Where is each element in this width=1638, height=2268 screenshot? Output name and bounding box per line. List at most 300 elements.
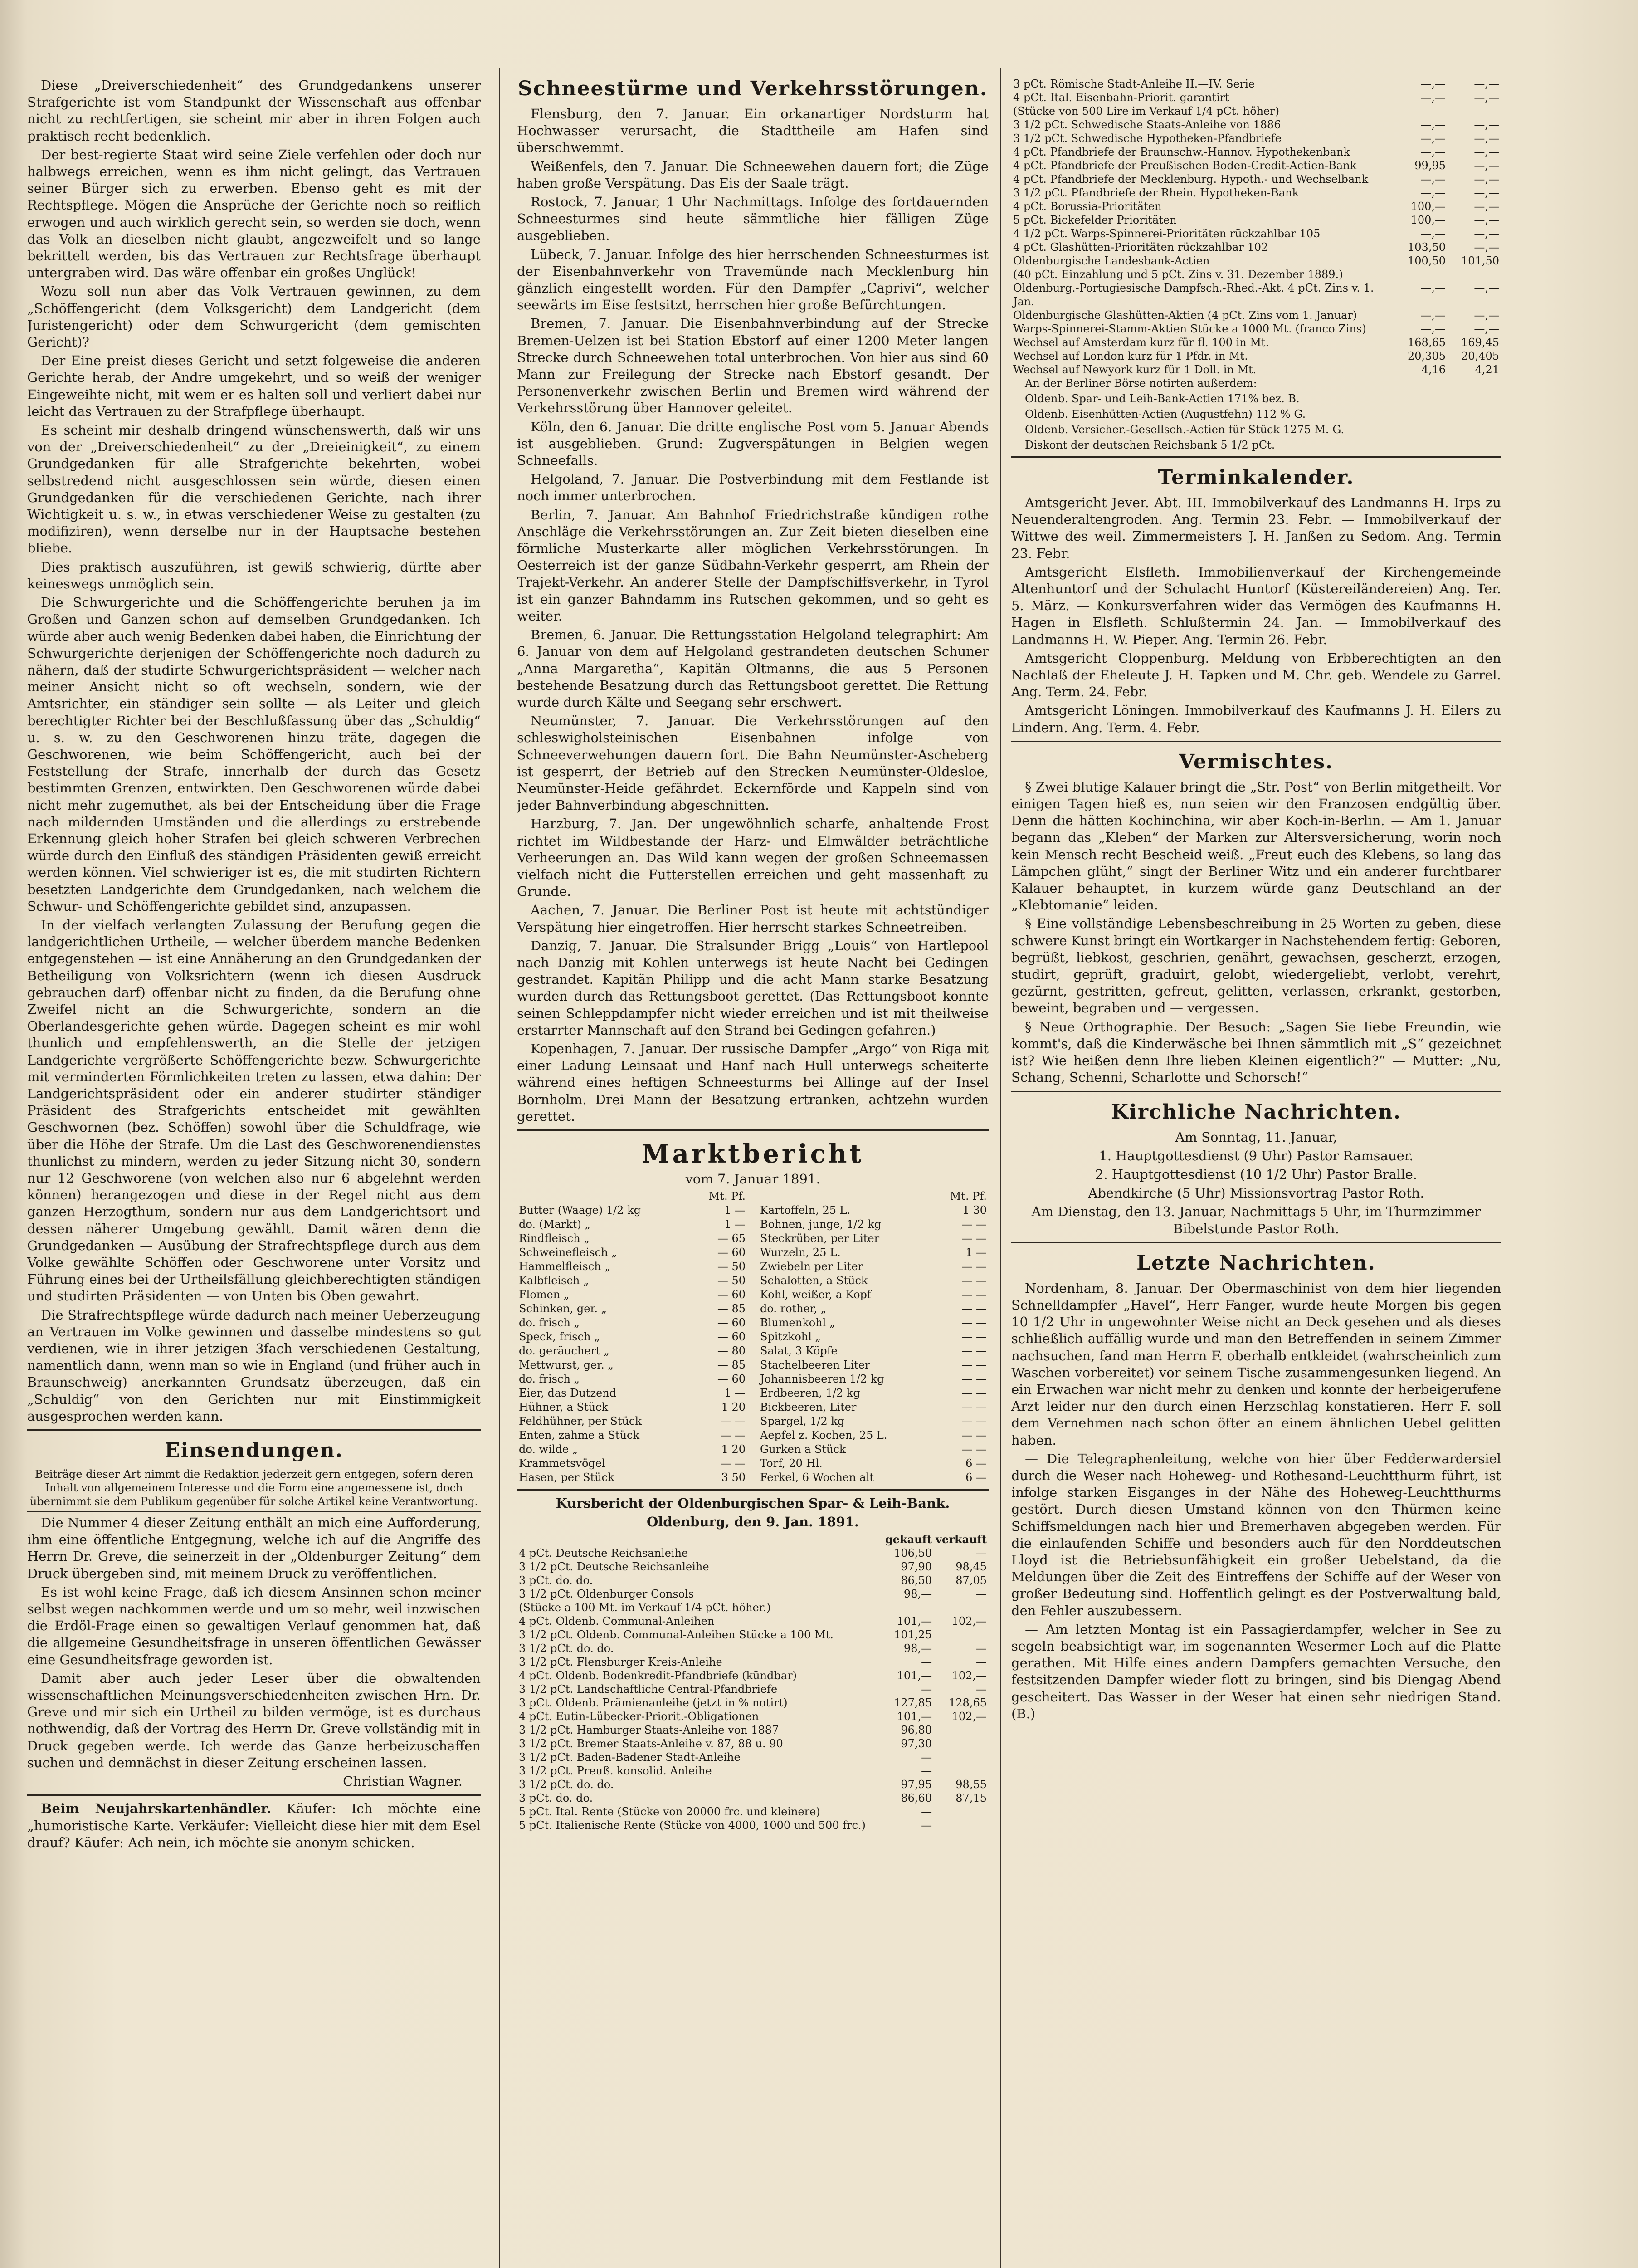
markt-row	[758, 1260, 989, 1274]
kurs-row-label: 4 pCt. Deutsche Reichsanleihe	[519, 1546, 688, 1559]
kurs-row-value: —	[976, 1642, 987, 1655]
storm-report: Harzburg, 7. Jan. Der ungewöhnlich scharfe, anhaltende Frost richtet im Wildbestande der Harz- und Elmwälder beträchtliche Verheerungen an. Das Wild kann wegen der großen Schneemassen vielfach nicht die Futterstellen erreichen und geht massenhaft zu Grunde.	[517, 816, 989, 899]
markt-row-value: — 60	[717, 1246, 746, 1259]
markt-row-value: 1 20	[721, 1443, 746, 1456]
markt-row	[758, 1414, 989, 1428]
kurs-row	[517, 1560, 989, 1574]
markt-row-label: Stachelbeeren Liter	[760, 1359, 870, 1372]
kurs-row-value: 101,—	[897, 1710, 932, 1723]
storm-report: Helgoland, 7. Januar. Die Postverbindung mit dem Festlande ist noch immer unterbrochen.	[517, 471, 989, 504]
markt-row-label: Eier, das Dutzend	[519, 1387, 617, 1400]
kurs-row-label: Oldenburgische Glashütten-Aktien (4 pCt. Zins vom 1. Januar)	[1013, 309, 1357, 322]
kurs-row-label: 3 1/2 pCt. Hamburger Staats-Anleihe von 1887	[519, 1723, 779, 1736]
kurs-row-value: —,—	[1420, 173, 1446, 186]
kurs-row	[517, 1574, 989, 1587]
kurs-row-value: —,—	[1474, 214, 1499, 226]
kurs-row-label: 4 pCt. Ital. Eisenbahn-Priorit. garantirt	[1013, 91, 1229, 104]
markt-row-value: 1 —	[965, 1246, 987, 1259]
markt-date: vom 7. Januar 1891.	[685, 1171, 820, 1187]
section-divider	[517, 1129, 989, 1131]
markt-row-label: Schweinefleisch „	[519, 1246, 617, 1259]
kurs-row	[1011, 268, 1501, 281]
einsendungen-paragraph: Die Nummer 4 dieser Zeitung enthält an mich eine Aufforderung, ihm eine öffentliche Entgegnung, welche ich auf die Angriffe des Herrn Dr. Greve, die seinerzeit in der „Oldenburger Zeitung“ dem Druck übergeben sind, mit meinem Druck zu veröffentlichen.	[27, 1515, 481, 1581]
markt-row-label: do. geräuchert „	[519, 1344, 609, 1358]
markt-row	[517, 1344, 747, 1358]
markt-row	[517, 1274, 747, 1288]
markt-row-value: — —	[720, 1415, 746, 1428]
kurs-row-label: 5 pCt. Ital. Rente (Stücke von 20000 frc. und kleinere)	[519, 1805, 820, 1818]
kurs-row-label: 5 pCt. Italienische Rente (Stücke von 4000, 1000 und 500 frc.)	[519, 1818, 866, 1832]
markt-row-label: Torf, 20 Hl.	[760, 1457, 823, 1470]
markt-row	[758, 1457, 989, 1471]
markt-row-value: — —	[961, 1274, 987, 1287]
kurs-row	[517, 1669, 989, 1682]
markt-row-label: Butter (Waage) 1/2 kg	[519, 1204, 641, 1217]
kurs-row-value: 86,60	[901, 1791, 932, 1804]
markt-row	[758, 1274, 989, 1288]
kurs-row-value	[934, 1750, 989, 1764]
kurs-row-value: —,—	[1420, 78, 1446, 90]
markt-row-label: Spitzkohl „	[760, 1330, 821, 1344]
markt-row-value: — —	[961, 1359, 987, 1372]
markt-table-right	[758, 1189, 989, 1485]
markt-row-value: — —	[961, 1316, 987, 1330]
kurs-note: Oldenb. Versicher.-Gesellsch.-Actien für Stück 1275 M. G.	[1025, 423, 1345, 436]
kurs-row-value	[934, 1764, 989, 1778]
kurs-row-value: —,—	[1474, 323, 1499, 335]
essay-paragraph: Der best-regierte Staat wird seine Ziele verfehlen oder doch nur halbwegs erreichen, wenn es ihm nicht gelingt, das Vertrauen seiner Bürger sich zu erwerben. Ebenso geht es mit der Rechtspflege. Mögen die Ansprüche der Gerichte noch so reiflich erwogen und auch wirklich gerecht sein, so werden sie doch, wenn das Volk an dieselben nicht glaubt, angezweifelt und so lange bekrittelt werden, bis das Vertrauen zur Rechtsfrage überhaupt untergraben wird. Das wäre offenbar ein großes Unglück!	[27, 147, 481, 281]
markt-row-value: — —	[720, 1429, 746, 1442]
kurs-row-label: Wechsel auf Newyork kurz für 1 Doll. in Mt.	[1013, 363, 1257, 376]
kurs-row	[517, 1750, 989, 1764]
kurs-row	[517, 1655, 989, 1669]
kurs-row-value: 87,05	[955, 1574, 987, 1587]
kurs-row-label: 4 pCt. Glashütten-Prioritäten rückzahlbar 102	[1013, 241, 1268, 254]
markt-row	[517, 1232, 747, 1246]
kurs-row	[1011, 159, 1501, 172]
kurs-row	[1011, 200, 1501, 213]
markt-row	[517, 1457, 747, 1471]
markt-row-label: Ferkel, 6 Wochen alt	[760, 1471, 874, 1484]
kurs-row-label: 4 pCt. Oldenb. Bodenkredit-Pfandbriefe (kündbar)	[519, 1669, 797, 1682]
kurs-row	[1011, 104, 1501, 118]
kurs-row-value: 97,30	[901, 1737, 932, 1750]
kurs-row-value	[1448, 104, 1501, 118]
termin-heading: Terminkalender.	[1158, 466, 1355, 489]
markt-row	[517, 1203, 747, 1217]
section-divider	[1011, 456, 1501, 458]
termin-entry: Amtsgericht Cloppenburg. Meldung von Erbberechtigten an den Nachlaß der Eheleute J. H. Tapken und M. Chr. geb. Wendele zu Garrel. Ang. Term. 24. Febr.	[1011, 650, 1501, 700]
storm-report: Neumünster, 7. Januar. Die Verkehrsstörungen auf den schleswigholsteinischen Eisenbahnen infolge von Schneeverwehungen dauern fort. Die Bahn Neumünster-Ascheberg ist gesperrt, der Betrieb auf den Strecken Neumünster-Oldesloe, Neumünster-Heide gefährdet. Eckernförde und Kappeln sind von jeder Bahnverbindung abgeschnitten.	[517, 713, 989, 813]
kurs-row-value: 127,85	[894, 1696, 932, 1709]
markt-row-label: Enten, zahme a Stück	[519, 1429, 640, 1442]
kurs-row-value: —	[976, 1655, 987, 1668]
kurs-notes	[1011, 376, 1501, 452]
markt-row	[758, 1428, 989, 1442]
markt-unit-header: Mt. Pf.	[708, 1190, 746, 1203]
markt-row-label: Wurzeln, 25 L.	[760, 1246, 841, 1259]
kurs-row	[517, 1696, 989, 1710]
kurs-row-label: 4 pCt. Eutin-Lübecker-Priorit.-Obligationen	[519, 1710, 759, 1723]
markt-row	[517, 1442, 747, 1457]
kurs-row-value: 98,—	[903, 1587, 932, 1600]
kurs-row	[517, 1642, 989, 1655]
markt-row-label: Aepfel z. Kochen, 25 L.	[760, 1429, 887, 1442]
storm-report: Kopenhagen, 7. Januar. Der russische Dampfer „Argo“ von Riga mit einer Ladung Leinsaat und Hanf nach Hull unterwegs scheiterte während eines heftigen Schneesturms bei Allinge auf der Insel Bornholm. Drei Mann der Besatzung ertranken, achtzehn wurden gerettet.	[517, 1041, 989, 1124]
markt-row-value: — —	[961, 1260, 987, 1273]
markt-row-label: Hasen, per Stück	[519, 1471, 614, 1484]
markt-row	[758, 1232, 989, 1246]
kurs-row-value: 128,65	[949, 1696, 987, 1709]
kurs-row-label: 3 pCt. Römische Stadt-Anleihe II.—IV. Serie	[1013, 78, 1255, 90]
markt-row-value: 3 50	[721, 1471, 746, 1484]
kurs-row-label: (40 pCt. Einzahlung und 5 pCt. Zins v. 31. Dezember 1889.)	[1013, 268, 1343, 281]
kurs-row-label: 3 1/2 pCt. Schwedische Staats-Anleihe von 1886	[1013, 118, 1281, 131]
section-divider	[27, 1429, 481, 1431]
kurs-row-value: 102,—	[951, 1710, 987, 1723]
markt-row	[517, 1302, 747, 1316]
markt-row	[517, 1288, 747, 1302]
essay-paragraph: Der Eine preist dieses Gericht und setzt folgeweise die anderen Gerichte herab, der Andre umgekehrt, und so weiß der weniger Eingeweihte nicht, mit wem er es halten soll und verliert dabei nur leicht das Vertrauen zu der Strafpflege überhaupt.	[27, 353, 481, 419]
markt-row-value: — 85	[717, 1359, 746, 1372]
einsendungen-heading: Einsendungen.	[165, 1439, 343, 1462]
neujahr-text: Käufer: Ich möchte eine „humoristische Karte. Verkäufer: Vielleicht diese hier mit dem Esel drauf? Käufer: Ach nein, ich möchte sie anonym schicken.	[27, 1801, 481, 1850]
kurs-note: Oldenb. Spar- und Leih-Bank-Actien 171% bez. B.	[1025, 392, 1300, 405]
markt-row	[517, 1414, 747, 1428]
section-divider	[1011, 741, 1501, 742]
kurs-row-label: (Stücke von 500 Lire im Verkauf 1/4 pCt. höher)	[1013, 105, 1280, 117]
kurs-table-continued	[1011, 77, 1501, 376]
kurs-row-value	[1394, 104, 1448, 118]
left-margin-fragments	[0, 118, 13, 1751]
kurs-row	[517, 1778, 989, 1791]
markt-row	[517, 1217, 747, 1232]
letzte-item: — Am letzten Montag ist ein Passagierdampfer, welcher in See zu segeln beabsichtigt war, im sogenannten Wesermer Loch auf die Platte gerathen. Mit Hilfe eines andern Dampfers gemachten Versuche, den festsitzenden Dampfer wieder flott zu bringen, sind bis Diengag Abend gescheitert. Das Wasser in der Weser hat einen sehr niedrigen Stand. (B.)	[1011, 1621, 1501, 1721]
kurs-table	[517, 1533, 989, 1832]
markt-row	[517, 1330, 747, 1344]
storm-report: Danzig, 7. Januar. Die Stralsunder Brigg „Louis“ von Hartlepool nach Danzig mit Kohlen unterwegs ist heute Nacht bei Gedingen gestrandet. Kapitän Philipp und die acht Mann starke Besatzung wurden durch das Rettungsboot gerettet. (Das Rettungsboot konnte seinen Schleppdampfer nicht wieder erreichen und ist mit theilweise erstarrter Mannschaft auf den Strand bei Gedingen gefahren.)	[517, 938, 989, 1038]
kurs-row-value	[880, 1601, 934, 1614]
signature: Christian Wagner.	[343, 1774, 463, 1789]
storm-reports	[517, 106, 989, 1125]
essay-paragraph: Wozu soll nun aber das Volk Vertrauen gewinnen, zu dem „Schöffengericht (dem Volksgericht) dem Landgericht (dem Juristengericht) oder dem Schwurgericht (dem gemischten Gericht)?	[27, 284, 481, 350]
kurs-row-value: —,—	[1420, 227, 1446, 240]
kurs-row-value: —,—	[1474, 227, 1499, 240]
markt-row-value: — —	[720, 1457, 746, 1470]
storm-report: Weißenfels, den 7. Januar. Die Schneewehen dauern fort; die Züge haben große Verspätung. Das Eis der Saale trägt.	[517, 158, 989, 191]
kurs-row-value: 101,—	[897, 1614, 932, 1628]
markt-row-value: — —	[961, 1344, 987, 1358]
kurs-row	[517, 1791, 989, 1805]
markt-row-label: Rindfleisch „	[519, 1232, 590, 1245]
kurs-row	[1011, 91, 1501, 104]
markt-row	[758, 1400, 989, 1414]
markt-row	[758, 1358, 989, 1372]
kurs-row-value: —,—	[1420, 91, 1446, 104]
markt-row-label: Kohl, weißer, a Kopf	[760, 1288, 871, 1301]
kurs-row-value: 101,25	[894, 1628, 932, 1641]
markt-row	[517, 1316, 747, 1330]
markt-row-value: 1 20	[721, 1401, 746, 1414]
kurs-row-label: 3 pCt. do. do.	[519, 1791, 593, 1804]
kurs-row-value: 100,—	[1410, 200, 1446, 213]
kurs-row-label: 4 1/2 pCt. Warps-Spinnerei-Prioritäten rückzahlbar 105	[1013, 227, 1321, 240]
kurs-row	[1011, 132, 1501, 145]
kurs-heading: Kursbericht der Oldenburgischen Spar- & Leih-Bank.	[556, 1496, 950, 1511]
kurs-row-label: (Stücke a 100 Mt. im Verkauf 1/4 pCt. höher.)	[519, 1601, 771, 1614]
kurs-col-gekauft: gekauft	[885, 1532, 932, 1546]
kurs-row	[1011, 349, 1501, 363]
markt-row-label: Speck, frisch „	[519, 1330, 600, 1344]
markt-row-label: Mettwurst, ger. „	[519, 1359, 614, 1372]
kurs-row-value: 87,15	[955, 1791, 987, 1804]
kurs-row-value: —,—	[1420, 309, 1446, 322]
markt-row-label: Schinken, ger. „	[519, 1302, 607, 1315]
kurs-row-value	[934, 1601, 989, 1614]
kurs-row	[1011, 322, 1501, 336]
kurs-row-label: Oldenburg.-Portugiesische Dampfsch.-Rhed.-Akt. 4 pCt. Zins v. 1. Jan.	[1013, 282, 1374, 308]
kurs-row-value: —	[976, 1682, 987, 1696]
markt-row	[758, 1246, 989, 1260]
markt-row-value: — —	[961, 1443, 987, 1456]
markt-row-label: Hammelfleisch „	[519, 1260, 610, 1273]
kurs-place-date: Oldenburg, den 9. Jan. 1891.	[646, 1514, 859, 1530]
essay-body	[27, 77, 481, 1425]
kurs-row-value: —,—	[1474, 118, 1499, 131]
kurs-row-value: —,—	[1420, 282, 1446, 294]
kurs-row	[1011, 145, 1501, 159]
kurs-row-value: 100,50	[1408, 254, 1446, 267]
kurs-row	[1011, 186, 1501, 200]
kurs-row-value: —,—	[1420, 118, 1446, 131]
markt-row-value: — 50	[717, 1260, 746, 1273]
essay-paragraph: In der vielfach verlangten Zulassung der Berufung gegen die landgerichtlichen Urtheile, — welcher überdem manche Bedenken entgegenstehen — ist eine Annäherung an den Grundgedanken der Betheiligung von Volksrichtern (wenn ich diesen Ausdruck gebrauchen darf) offenbar nicht zu finden, da die Berufung ohne Zweifel nicht an die Schwurgerichte, sondern an die Oberlandesgerichte gehen würde. Dagegen scheint es mir wohl thunlich und empfehlenswerth, an die Stelle der jetzigen Landgerichte vergrößerte Schöffengerichte bezw. Schwurgerichte mit verminderten Förmlichkeiten treten zu lassen, etwa dahin: Der Landgerichtspräsident oder ein anderer studirter ständiger Präsident des Strafgerichts entscheidet mit gewählten Geschwornen (bez. Schöffen) sowohl über die Schuldfrage, wie über die Höhe der Strafe. Um die Last des Geschworenendienstes thunlichst zu mindern, werden zu jeder Sitzung nicht 30, sondern nur 12 Geschworene (von welchen also nur 6 abgelehnt werden können) herangezogen und diese in der Regel nicht aus dem ganzen Herzogthum, sondern nur aus dem Landgerichtsort und dessen näherer Umgebung gewählt. Damit wären denn die Grundgedanken — Ausübung der Strafrechtspflege durch aus dem Volke gewählte Schöffen oder Geschworene unter Vorsitz und Führung eines bei der Urtheilsfällung gleichberechtigten ständigen und studirten Präsidenten — von Unten bis Oben gewahrt.	[27, 917, 481, 1304]
vermischtes-item: § Neue Orthographie. Der Besuch: „Sagen Sie liebe Freundin, wie kommt's, daß die Kinderwäsche bei Ihnen sämmtlich mit „S“ gezeichnet ist? Wie heißen denn Ihre lieben Kleinen eigentlich?“ — Mutter: „Nu, Schang, Schenni, Scharlotte und Schorsch!“	[1011, 1019, 1501, 1085]
kurs-row	[517, 1710, 989, 1723]
essay-paragraph: Diese „Dreiverschiedenheit“ des Grundgedankens unserer Strafgerichte ist vom Standpunkt der Wissenschaft aus offenbar nicht zu rechtfertigen, sie scheint mir aber in ihren Folgen auch praktisch recht bedenklich.	[27, 78, 481, 144]
markt-row-label: Feldhühner, per Stück	[519, 1415, 642, 1428]
markt-row-label: Johannisbeeren 1/2 kg	[760, 1373, 884, 1386]
markt-row	[758, 1316, 989, 1330]
kurs-row	[1011, 254, 1501, 268]
termin-entry: Amtsgericht Elsfleth. Immobilienverkauf der Kirchengemeinde Altenhuntorf und der Schulacht Huntorf (Küstereiländereien) Ang. Ter. 5. März. — Konkursverfahren wider das Vermögen des Kaufmanns H. Hagen in Elsfleth. Schlußtermin 24. Jan. — Immobilverkauf des Landmanns H. W. Pieper. Ang. Termin 26. Febr.	[1011, 564, 1501, 647]
markt-row-value: — —	[961, 1429, 987, 1442]
markt-row-label: do. (Markt) „	[519, 1218, 590, 1231]
markt-row	[758, 1372, 989, 1386]
kurs-row-value: —,—	[1474, 241, 1499, 254]
kurs-row-value: 98,45	[955, 1560, 987, 1573]
kurs-row-value: —,—	[1474, 78, 1499, 90]
kirchliche-line: Am Sonntag, 11. Januar,	[1175, 1129, 1337, 1145]
vermischtes-item: § Zwei blutige Kalauer bringt die „Str. Post“ von Berlin mitgetheilt. Vor einigen Tagen hieß es, nun seien wir den Franzosen endgültig über. Denn die hätten Kochinchina, wir aber Koch-in-Berlin. — Am 1. Januar begann das „Kleben“ der Marken zur Altersversicherung, worin noch kein Mensch recht Bescheid weiß. „Freut euch des Klebens, so lang das Lämpchen glüht,“ singt der Berliner Witz und ein anderer furchtbarer Kalauer behauptet, in kurzem würde ganz Deutschland an der „Klebtomanie“ leiden.	[1011, 779, 1501, 913]
kurs-note: Diskont der deutschen Reichsbank 5 1/2 pCt.	[1025, 439, 1275, 451]
column-3	[1011, 77, 1501, 2268]
kurs-row-value: —,—	[1474, 159, 1499, 172]
kurs-row-value: —	[921, 1682, 932, 1696]
einsendungen-disclaimer: Beiträge dieser Art nimmt die Redaktion jederzeit gern entgegen, sofern deren Inhalt von allgemeinem Interesse und die Form eine angemessene ist, doch übernimmt sie dem Publikum gegenüber für solche Artikel keine Verantwortung.	[29, 1468, 478, 1508]
markt-row-label: do. frisch „	[519, 1373, 580, 1386]
kurs-row-label: 3 1/2 pCt. Schwedische Hypotheken-Pfandbriefe	[1013, 132, 1282, 145]
markt-row	[758, 1217, 989, 1232]
kurs-row-value: 20,405	[1461, 350, 1499, 362]
einsendungen-body	[27, 1515, 481, 1771]
termin-body	[1011, 494, 1501, 736]
kurs-row-label: 3 1/2 pCt. do. do.	[519, 1778, 614, 1791]
kurs-row-value	[1394, 268, 1448, 281]
markt-table-left	[517, 1189, 747, 1485]
kurs-row-label: 3 1/2 pCt. Bremer Staats-Anleihe v. 87, 88 u. 90	[519, 1737, 783, 1750]
markt-row	[517, 1471, 747, 1485]
kurs-row-label: Oldenburgische Landesbank-Actien	[1013, 254, 1210, 267]
kurs-row-value	[934, 1805, 989, 1818]
storm-report: Lübeck, 7. Januar. Infolge des hier herrschenden Schneesturmes ist der Eisenbahnverkehr von Travemünde nach Mecklenburg hin gänzlich eingestellt worden. Für den Dampfer „Caprivi“, welcher seewärts im Eise festsitzt, herrschen hier große Befürchtungen.	[517, 246, 989, 313]
markt-row	[758, 1203, 989, 1217]
markt-row	[517, 1400, 747, 1414]
kurs-row-value: —,—	[1420, 146, 1446, 158]
kirchliche-heading: Kirchliche Nachrichten.	[1111, 1100, 1402, 1124]
termin-entry: Amtsgericht Jever. Abt. III. Immobilverkauf des Landmanns H. Irps zu Neuenderaltengroden. Ang. Termin 23. Febr. — Immobilverkauf der Wittwe des weil. Zimmermeisters J. H. Janßen zu Sedom. Ang. Termin 23. Febr.	[1011, 495, 1501, 561]
kurs-row-label: 4 pCt. Pfandbriefe der Braunschw.-Hannov. Hypothekenbank	[1013, 146, 1350, 158]
kurs-row-value: —,—	[1474, 146, 1499, 158]
markt-row	[517, 1386, 747, 1400]
kurs-row-value: 169,45	[1461, 336, 1499, 349]
markt-row	[517, 1372, 747, 1386]
essay-paragraph: Die Schwurgerichte und die Schöffengerichte beruhen ja im Großen und Ganzen schon auf demselben Grundgedanken. Ich würde aber auch wenig Bedenken dabei haben, die Einrichtung der Schwurgerichte derjenigen der Schöffengerichte noch dadurch zu nähern, daß der studirte Schwurgerichtspräsident — welcher nach meiner Ansicht nicht so oft wechseln, sondern, wie der Amtsrichter, ein ständiger sein sollte — als Leiter und gleich berechtigter Richter bei der Beschlußfassung über das „Schuldig“ u. s. w. zu den Geschworenen hinzu träte, dagegen die Geschworenen, wie beim Schöffengericht, auch bei der Feststellung der Strafe, innerhalb der durch das Gesetz bestimmten Grenzen, entwirkten. Den Geschworenen würde dabei nicht mehr zugemuthet, als bei der Entscheidung über die Frage nach mildernden Umständen und die allerdings zu erstrebende Erkennung gleich hoher Strafen bei gleich schweren Verbrechen würde durch den Einfluß des ständigen Präsidenten gewiß erreicht werden können. Viel schwieriger ist es, die mit studirten Richtern besetzten Landgerichte dem Grundgedanken, nach welchem die Schwur- und Schöffengerichte gebildet sind, anzupassen.	[27, 595, 481, 914]
kurs-row-label: 4 pCt. Pfandbriefe der Preußischen Boden-Credit-Actien-Bank	[1013, 159, 1357, 172]
markt-row-label: Krammetsvögel	[519, 1457, 605, 1470]
markt-row	[517, 1428, 747, 1442]
storm-report: Bremen, 7. Januar. Die Eisenbahnverbindung auf der Strecke Bremen-Uelzen ist bei Station Ebstorf auf einer 1200 Meter langen Strecke durch Schneewehen total unterbrochen. Von hier aus sind 60 Mann zur Freilegung der Strecke nach Ebstorf gesandt. Der Personenverkehr zwischen Berlin und Bremen wird während der Verkehrsstörung über Hannover geleitet.	[517, 316, 989, 416]
markt-row-label: Erdbeeren, 1/2 kg	[760, 1387, 860, 1400]
markt-row-value: 1 —	[724, 1218, 746, 1231]
storm-report: Flensburg, den 7. Januar. Ein orkanartiger Nordsturm hat Hochwasser verursacht, die Stadttheile am Hafen sind überschwemmt.	[517, 106, 989, 156]
kurs-row-label: Wechsel auf Amsterdam kurz für fl. 100 in Mt.	[1013, 336, 1269, 349]
markt-row-value: — —	[961, 1218, 987, 1231]
markt-row-value: — —	[961, 1415, 987, 1428]
kurs-row	[517, 1805, 989, 1818]
kurs-row-label: 3 1/2 pCt. Oldenb. Communal-Anleihen Stücke a 100 Mt.	[519, 1628, 834, 1641]
markt-row	[758, 1302, 989, 1316]
markt-row-label: do. rother, „	[760, 1302, 827, 1315]
kurs-row-value: —,—	[1474, 132, 1499, 145]
markt-row-value: — 60	[717, 1316, 746, 1330]
markt-row	[758, 1288, 989, 1302]
kurs-row	[517, 1682, 989, 1696]
markt-row-value: — —	[961, 1373, 987, 1386]
kurs-row-label: 3 1/2 pCt. Flensburger Kreis-Anleihe	[519, 1655, 722, 1668]
kurs-row	[1011, 240, 1501, 254]
markt-row-label: Steckrüben, per Liter	[760, 1232, 880, 1245]
markt-row-value: — 60	[717, 1373, 746, 1386]
kurs-row	[1011, 172, 1501, 186]
kurs-row-value: 20,305	[1408, 350, 1446, 362]
markt-row-value: — 60	[717, 1330, 746, 1344]
vermischtes-item: § Eine vollständige Lebensbeschreibung in 25 Worten zu geben, diese schwere Kunst bringt ein Wortkarger in Nachstehendem fertig: Geboren, begrüßt, liebkost, geschrien, genährt, gewachsen, gescherzt, erzogen, studirt, geprüft, graduirt, gelobt, wiedergeliebt, verlobt, verehrt, gezürnt, gestritten, gefreut, gelitten, verlassen, erkrankt, gestorben, beweint, begraben und — vergessen.	[1011, 916, 1501, 1016]
kurs-col-verkauft: verkauft	[936, 1532, 987, 1546]
kurs-row	[517, 1587, 989, 1601]
kurs-row-value	[934, 1628, 989, 1642]
kurs-row-label: 3 1/2 pCt. Baden-Badener Stadt-Anleihe	[519, 1750, 741, 1764]
kurs-row-value: 101,50	[1461, 254, 1499, 267]
column-1	[27, 77, 481, 2268]
kurs-note: An der Berliner Börse notirten außerdem:	[1025, 377, 1257, 390]
section-divider	[1011, 1091, 1501, 1092]
kurs-row	[517, 1737, 989, 1750]
markt-row-label: do. wilde „	[519, 1443, 578, 1456]
markt-row	[758, 1471, 989, 1485]
kurs-row	[517, 1601, 989, 1614]
essay-paragraph: Dies praktisch auszuführen, ist gewiß schwierig, dürfte aber keineswegs unmöglich sein.	[27, 559, 481, 591]
markt-row	[517, 1246, 747, 1260]
kurs-row-label: 3 1/2 pCt. Oldenburger Consols	[519, 1587, 694, 1600]
markt-heading: Marktbericht	[641, 1139, 864, 1169]
kurs-row-value: 102,—	[951, 1614, 987, 1628]
kurs-row-value: 97,95	[901, 1778, 932, 1791]
kurs-row-value: 4,16	[1421, 363, 1446, 376]
kurs-row-value: 101,—	[897, 1669, 932, 1682]
kurs-row-value: 106,50	[894, 1546, 932, 1559]
kurs-row-label: 4 pCt. Borussia-Prioritäten	[1013, 200, 1162, 213]
markt-row-label: Schalotten, a Stück	[760, 1274, 868, 1287]
kurs-row-label: Warps-Spinnerei-Stamm-Aktien Stücke a 1000 Mt. (franco Zins)	[1013, 323, 1366, 335]
kurs-row	[1011, 308, 1501, 322]
kurs-row-value	[1448, 268, 1501, 281]
kurs-row-label: 3 1/2 pCt. do. do.	[519, 1642, 614, 1655]
kurs-row	[517, 1764, 989, 1778]
kurs-row-value: 4,21	[1475, 363, 1499, 376]
kurs-row-value: —	[976, 1546, 987, 1559]
neujahr-title: Beim Neujahrskartenhändler.	[41, 1801, 271, 1817]
markt-unit-header: Mt. Pf.	[950, 1190, 987, 1203]
markt-row-label: Hühner, a Stück	[519, 1401, 609, 1414]
kurs-row-value: —,—	[1420, 186, 1446, 199]
kurs-row-value	[934, 1723, 989, 1737]
markt-row	[758, 1344, 989, 1358]
kurs-row	[1011, 227, 1501, 240]
kurs-row-value: —	[921, 1750, 932, 1764]
markt-row-value: 1 30	[962, 1204, 987, 1217]
markt-row-label: Blumenkohl „	[760, 1316, 835, 1330]
markt-row-value: — —	[961, 1401, 987, 1414]
neujahr-anecdote	[27, 1800, 481, 1851]
kurs-row-label: 3 1/2 pCt. Pfandbriefe der Rhein. Hypotheken-Bank	[1013, 186, 1299, 199]
termin-entry: Amtsgericht Löningen. Immobilverkauf des Kaufmanns J. H. Eilers zu Lindern. Ang. Term. 4. Febr.	[1011, 703, 1501, 735]
kurs-row-value: —,—	[1474, 282, 1499, 294]
kurs-row-value: —	[921, 1805, 932, 1818]
markt-row-value: — 85	[717, 1302, 746, 1315]
kurs-row-label: 5 pCt. Bickefelder Prioritäten	[1013, 214, 1177, 226]
kurs-row-value	[934, 1818, 989, 1832]
markt-row	[517, 1358, 747, 1372]
storm-report: Aachen, 7. Januar. Die Berliner Post ist heute mit achtstündiger Verspätung hier eingetroffen. Hier herrscht starkes Schneetreiben.	[517, 902, 989, 935]
kurs-row	[517, 1614, 989, 1628]
storm-report: Rostock, 7. Januar, 1 Uhr Nachmittags. Infolge des fortdauernden Schneesturmes sind heute sämmtliche hier fälligen Züge ausgeblieben.	[517, 194, 989, 244]
markt-row-label: Bickbeeren, Liter	[760, 1401, 857, 1414]
letzte-item: — Die Telegraphenleitung, welche von hier über Fedderwardersiel durch die Weser nach Hoheweg- und Rothesand-Leuchtthurm führt, ist infolge starken Eisganges in der Nähe des Hoheweg-Leuchtthurms gestört. Durch diesen Umstand können von den Thürmen keine Schiffsmeldungen nach hier und Bremerhaven abgegeben werden. Für die einlaufenden Schiffe und besonders auch für den Norddeutschen Lloyd ist die Betriebsunfähigkeit ein großer Uebelstand, da die Meldungen über die Zeit des Eintreffens der Schiffe auf der Weser von großer Bedeutung sind. Hoffentlich gelingt es der Postverwaltung bald, den Fehler auszubessern.	[1011, 1451, 1501, 1618]
markt-tables	[517, 1189, 989, 1485]
kurs-row-value: —,—	[1420, 323, 1446, 335]
kurs-row-value: —,—	[1474, 200, 1499, 213]
storm-report: Berlin, 7. Januar. Am Bahnhof Friedrichstraße kündigen rothe Anschläge die Verkehrsstörungen an. Zur Zeit bieten dieselben eine förmliche Musterkarte aller möglichen Verkehrsstörungen. In Oesterreich ist der ganze Südbahn-Verkehr gesperrt, am Rhein der Trajekt-Verkehr. An anderer Stelle der Dampfschiffsverkehr, in Tyrol ist ein ganzer Bahndamm ins Rutschen gekommen, und so geht es weiter.	[517, 507, 989, 624]
markt-row-label: Bohnen, junge, 1/2 kg	[760, 1218, 882, 1231]
kurs-row-label: 3 1/2 pCt. Deutsche Reichsanleihe	[519, 1560, 709, 1573]
kurs-row-value: 103,50	[1408, 241, 1446, 254]
kurs-row-value	[934, 1737, 989, 1750]
section-divider	[27, 1511, 481, 1512]
markt-row-label: Kalbfleisch „	[519, 1274, 589, 1287]
markt-row-value: — 50	[717, 1274, 746, 1287]
kirchliche-line: Abendkirche (5 Uhr) Missionsvortrag Pastor Roth.	[1088, 1185, 1424, 1201]
